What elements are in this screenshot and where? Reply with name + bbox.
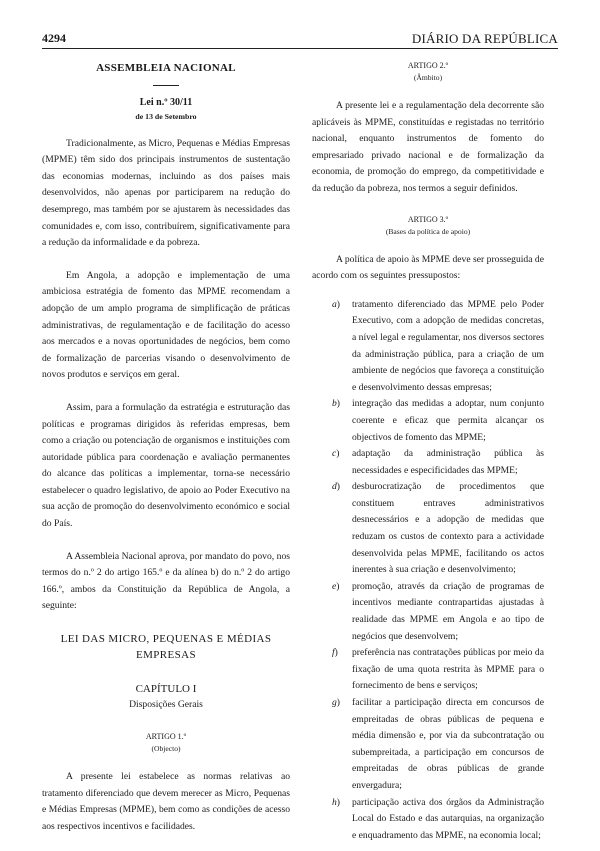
list-item: e) promoção, através da criação de programas de incentivos mediante contrapartidas ajustadas à realidade das MPME em Angola e ao tipo de negócios que desenvolvem;: [332, 580, 544, 642]
law-date: de 13 de Setembro: [135, 111, 197, 121]
article-subtitle: (Bases da política de apoio): [385, 226, 471, 236]
item-text: participação activa dos órgãos da Administração Local do Estado e das autarquias, na organização e enquadramento das MPME, na economia local;: [352, 796, 544, 841]
item-letter: c: [332, 448, 337, 460]
page-header: [42, 28, 558, 49]
preamble-paragraph: Tradicionalmente, as Micro, Pequenas e Médias Empresas (MPME) têm sido dos principais instrumentos de sustentação das economias modernas, incluindo as dos países mais desenvolvidos, não apenas por participarem na redução do desemprego, mas também por se ajustarem às necessidades das comunidades e, com isso, contribuírem, significativamente para a redução da informalidade e da pobreza.: [42, 137, 290, 249]
article-heading: ARTIGO 3.º: [407, 214, 449, 224]
article-heading: ARTIGO 2.º: [407, 61, 449, 70]
article-subtitle: (Âmbito): [413, 73, 443, 82]
left-column: [42, 56, 290, 851]
article-text: A presente lei estabelece as normas relativas ao tratamento diferenciado que devem merecer as Micro, Pequenas e Médias Empresas (MPME), bem como as condições de acesso aos respectivos incentivos e facilidades.: [42, 771, 290, 832]
item-text: desburocratização de procedimentos que constituem entraves administrativos desnecessários e a adopção de medidas que reduzam os custos de contexto para a actividade desenvolvida pelas MPME, facilitando os actos inerentes à sua criação e desenvolvimento;: [352, 481, 544, 576]
list-item: f) preferência nas contratações públicas por meio da fixação de uma quota restrita às MPME para o fornecimento de bens e serviços;: [332, 647, 544, 692]
heading-rule: [153, 85, 179, 86]
item-text: tratamento diferenciado das MPME pelo Poder Executivo, com a adopção de medidas concretas, a nível legal e regulamentar, nos diversos sectores da administração pública, para a criação de um ambiente de negócios que favoreça a constituição e desenvolvimento dessas empresas;: [352, 298, 544, 393]
item-text: adaptação da administração pública às necessidades e especificidades das MPME;: [352, 448, 544, 476]
item-letter: h: [332, 796, 337, 808]
article-intro: A política de apoio às MPME deve ser prosseguida de acordo com os seguintes pressupostos:: [312, 253, 544, 282]
list-item: h) participação activa dos órgãos da Administração Local do Estado e das autarquias, na organização e enquadramento das MPME, na economia local;: [332, 796, 544, 841]
item-letter: e: [332, 580, 337, 592]
item-text: integração das medidas a adoptar, num conjunto coerente e eficaz que permita alcançar os objectivos de fomento das MPME;: [352, 398, 544, 443]
chapter-subtitle: Disposições Gerais: [129, 699, 203, 711]
item-text: facilitar a participação directa em concursos de empreitadas de obras públicas de pequena e média dimensão e, por via da subcontratação ou subempreitada, a participação em concursos de empreitadas de obras públicas de grande envergadura;: [352, 697, 544, 791]
list-item: a) tratamento diferenciado das MPME pelo Poder Executivo, com a adopção de medidas concretas, a nível legal e regulamentar, nos diversos sectores da administração pública, para a criação de um ambiente de negócios que favoreça a constituição e desenvolvimento dessas empresas;: [332, 298, 544, 393]
article-text: A presente lei e a regulamentação dela decorrente são aplicáveis às MPME, constituídas e registadas no território nacional, enquanto instrumentos de fomento do empresariado privado nacional e de formalização da economia, de promoção do emprego, da competitividade e da redução da pobreza, nos termos a seguir definidos.: [312, 100, 544, 194]
item-letter: g: [332, 697, 337, 708]
preamble-paragraph: Assim, para a formulação da estratégia e estruturação das políticas e programas dirigidos às referidas empresas, bem como a criação ou potenciação de organismos e instituições com autoridade pública para coordenação e avaliação permanentes do alcance das políticas a implementar, torna-se necessário estabelecer o quadro legislativo, de apoio ao Poder Executivo na sua acção de promoção do desenvolvimento económico e social do País.: [42, 401, 290, 530]
list-item: g) facilitar a participação directa em concursos de empreitadas de obras públicas de pequena e média dimensão e, por via da subcontratação ou subempreitada, a participação em concursos de empreitadas de obras públicas de grande envergadura;: [332, 697, 544, 791]
item-letter: b: [332, 398, 337, 410]
preamble-paragraph: A Assembleia Nacional aprova, por mandato do povo, nos termos do n.º 2 do artigo 165.º e da alínea b) do n.º 2 do artigo 166.º, ambos da Constituição da República de Angola, a seguinte:: [42, 550, 290, 612]
article-heading: ARTIGO 1.º: [145, 732, 187, 742]
law-title: LEI DAS MICRO, PEQUENAS E MÉDIAS EMPRESAS: [60, 633, 272, 662]
law-number: Lei n.º 30/11: [139, 96, 193, 108]
item-letter: f: [332, 647, 335, 659]
chapter-heading: CAPÍTULO I: [135, 683, 197, 696]
journal-title: DIÁRIO DA REPÚBLICA: [411, 31, 558, 46]
list-item: d) desburocratização de procedimentos que constituem entraves administrativos desnecessários e a adopção de medidas que reduzam os custos de contexto para a actividade desenvolvida pelas MPME, facilitando os actos inerentes à sua criação e desenvolvimento;: [332, 481, 544, 576]
item-letter: d: [332, 481, 337, 493]
item-text: preferência nas contratações públicas por meio da fixação de uma quota restrita às MPME para o fornecimento de bens e serviços;: [352, 647, 544, 692]
item-text: promoção, através da criação de programas de incentivos mediante contrapartidas ajustadas à realidade das MPME em Angola e ao tipo de negócios que desenvolvem;: [352, 580, 544, 642]
preamble-paragraph: Em Angola, a adopção e implementação de uma ambiciosa estratégia de fomento das MPME recomendam a adopção de um amplo programa de simplificação de práticas administrativas, de regulamentação e de facilitação do acesso aos mercados e a novas oportunidades de negócios, bem como de formalização de parcerias visando o desenvolvimento de novos produtos e serviços em geral.: [42, 269, 290, 381]
list-item: b) integração das medidas a adoptar, num conjunto coerente e eficaz que permita alcançar os objectivos de fomento das MPME;: [332, 398, 544, 443]
issuer-heading: ASSEMBLEIA NACIONAL: [96, 62, 236, 74]
list-item: c) adaptação da administração pública às necessidades e especificidades das MPME;: [332, 448, 544, 476]
page-number: 4294: [42, 31, 66, 45]
item-letter: a: [332, 298, 337, 310]
article-subtitle: (Objecto): [151, 744, 181, 754]
principles-list: [312, 297, 544, 845]
right-column: [312, 56, 544, 844]
